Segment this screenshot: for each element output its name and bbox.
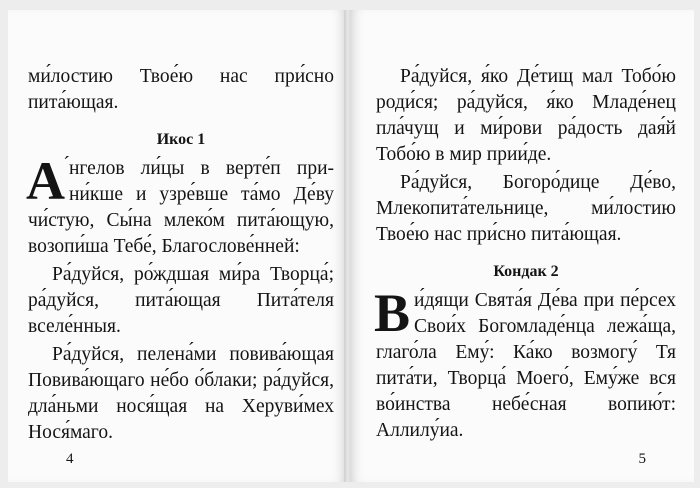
rejoice-paragraph-2: Ра́дуйся, Богоро́дице Де́во, Млекопита́тельнице, ми́лостию Твое́ю нас при́сно пита́ющая.: [376, 172, 676, 245]
left-page-text: [28, 64, 334, 448]
rejoice-paragraph-1: Ра́дуйся, я́ко Де́тищ мал Тобо́ю роди́ся; ра́дуйся, я́ко Младе́нец пла́чущ и ми́рови ра́дость дая́й Тобо́ю в мир прии́де.: [376, 66, 676, 165]
kontakion-heading: Кондак 2: [493, 263, 559, 280]
ikos-paragraph-3: Ра́дуйся, пелена́ми повива́ющая Повива́ющаго не́бо о́блаки; ра́дуйся, дла́ньми нося́щая на Херуви́мех Нося́маго.: [28, 344, 334, 443]
page-number-left: 4: [66, 451, 74, 467]
right-page-text: [376, 64, 676, 446]
continuation-text: ми́лостию Твое́ю нас при́сно пита́ющая.: [28, 66, 334, 113]
dropcap-letter: А: [26, 151, 65, 211]
ikos-first-paragraph-text: ́нгелов ли́цы в верте́п при-ни́кше и узре́вше та́мо Де́ву чи́стую, Сы́на млеко́м пита́ющую, возопи́ша Тебе́, Благослове́нней:: [28, 158, 334, 257]
ikos-paragraph-2: Ра́дуйся, ро́ждшая ми́ра Творца́; ра́дуйся, пита́ющая Пита́теля вселе́нныя.: [28, 264, 334, 337]
ikos-first-paragraph: [26, 151, 334, 260]
ikos-heading: Икос 1: [156, 131, 206, 148]
dropcap-letter: В: [374, 283, 411, 343]
page-number-right: 5: [638, 451, 646, 467]
left-page: [8, 10, 346, 482]
kontakion-paragraph-text: и́дящи Свята́я Де́ва при пе́рсех Свои́х Богомладе́нца лежа́ща, глаго́ла Ему́: Ка́ко возмогу́ Тя пита́ти, Творца́ Моего́, Ему́же вся во́инства небе́сная вопию́т: Аллилу́иа.: [376, 290, 676, 441]
right-page: [350, 10, 694, 482]
kontakion-paragraph: [374, 283, 676, 444]
